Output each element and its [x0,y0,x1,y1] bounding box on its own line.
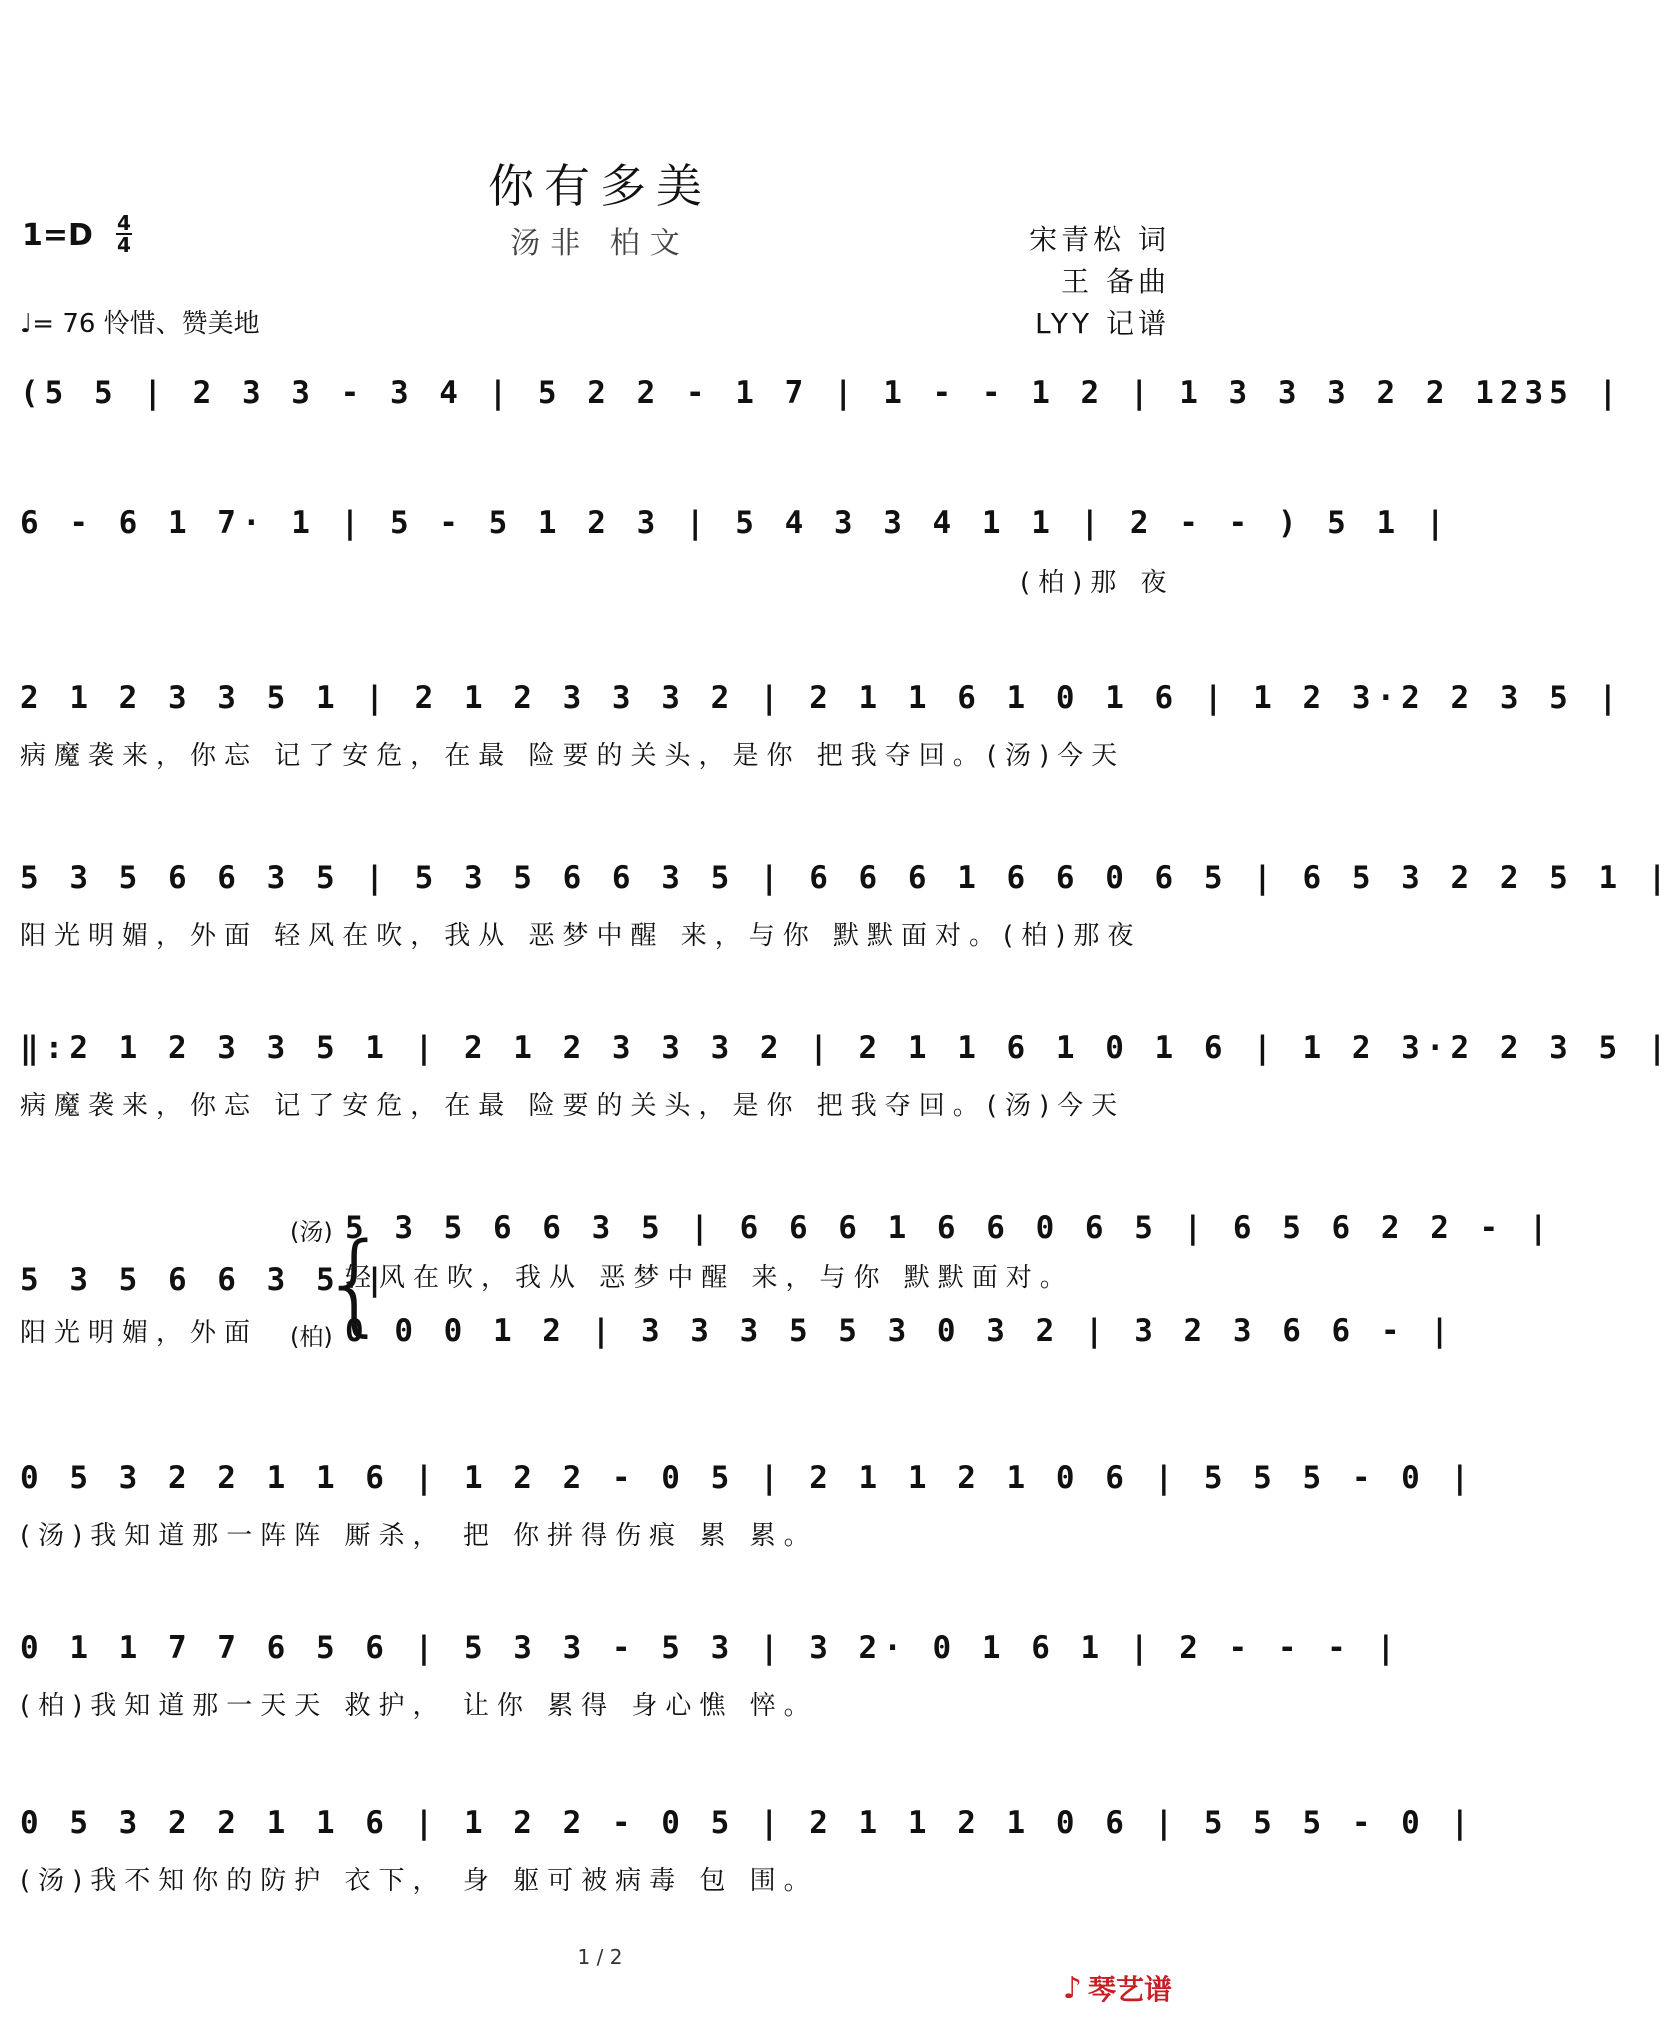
notes-line: ‖:2 1 2 3 3 5 1 | 2 1 2 3 3 3 2 | 2 1 1 6 1 0 1 6 | 1 2 3·2 2 3 5 | [20,1030,1672,1066]
time-sig-bottom: 4 [117,233,131,257]
notes-line-tang: 5 3 5 6 6 3 5 | 6 6 6 1 6 6 0 6 5 | 6 5 6 2 2 - | [345,1210,1554,1246]
site-logo [1063,1968,1172,2008]
lyric-line: 病魔袭来，你忘 记了安危，在最 险要的关头，是你 把我夺回。(汤)今天 [20,741,1126,771]
notes-line-left: 5 3 5 6 6 3 5 | [20,1262,390,1298]
notes-line: 2 1 2 3 3 5 1 | 2 1 2 3 3 3 2 | 2 1 1 6 1 0 1 6 | 1 2 3·2 2 3 5 | [20,680,1624,716]
lyric-line-left: 阳光明媚，外面 [20,1318,259,1348]
voice-label-bai: (柏) [290,1323,333,1351]
lyric-line: 阳光明媚，外面 轻风在吹，我从 恶梦中醒 来，与你 默默面对。(柏)那夜 [20,921,1142,951]
tempo-marking: ♩= 76 怜惜、赞美地 [20,309,260,339]
notes-line: 5 3 5 6 6 3 5 | 5 3 5 6 6 3 5 | 6 6 6 1 6 6 0 6 5 | 6 5 3 2 2 5 1 | [20,860,1672,896]
logo-mark-icon: ♪ [1062,1970,1082,2006]
notes-line: 6 - 6 1 7· 1 | 5 - 5 1 2 3 | 5 4 3 3 4 1 1 | 2 - - ) 5 1 | [20,505,1451,541]
lyric-line: (汤)我知道那一阵阵 厮杀， 把 你拼得伤痕 累 累。 [20,1521,818,1551]
score-title: 你有多美 [488,159,712,213]
page-number: 1 / 2 [577,1945,623,1969]
time-sig-top: 4 [117,211,131,235]
notes-line: (5 5 | 2 3 3 - 3 4 | 5 2 2 - 1 7 | 1 - - 1 2 | 1 3 3 3 2 2 1235 | [20,375,1624,411]
notes-line: 0 1 1 7 7 6 5 6 | 5 3 3 - 5 3 | 3 2· 0 1 6 1 | 2 - - - | [20,1630,1402,1666]
composer-credit: 王 备曲 [1061,265,1170,298]
singers: 汤非 柏文 [510,226,690,261]
voice-label-tang: (汤) [290,1218,333,1246]
score-system-duet [0,1210,1554,1390]
lyric-line: (柏)那 夜 [1020,568,1175,598]
notes-line-bai: 0 0 0 1 2 | 3 3 3 5 5 3 0 3 2 | 3 2 3 6 6 - | [345,1313,1455,1349]
system-brace: { [320,1219,390,1347]
lyric-line: (汤)我不知你的防护 衣下， 身 躯可被病毒 包 围。 [20,1866,818,1896]
lyric-line-tang: 轻风在吹，我从 恶梦中醒 来，与你 默默面对。 [345,1263,1074,1293]
lyricist-credit: 宋青松 词 [1029,223,1170,256]
logo-text: 琴艺谱 [1087,1973,1172,2006]
notes-line: 0 5 3 2 2 1 1 6 | 1 2 2 - 0 5 | 2 1 1 2 1 0 6 | 5 5 5 - 0 | [20,1805,1476,1841]
time-signature [116,213,132,255]
notes-line: 0 5 3 2 2 1 1 6 | 1 2 2 - 0 5 | 2 1 1 2 1 0 6 | 5 5 5 - 0 | [20,1460,1476,1496]
transcriber-credit: LYY 记谱 [1035,307,1170,340]
key-signature: 1=D [22,218,93,253]
lyric-line: (柏)我知道那一天天 救护， 让你 累得 身心憔 悴。 [20,1691,818,1721]
lyric-line: 病魔袭来，你忘 记了安危，在最 险要的关头，是你 把我夺回。(汤)今天 [20,1091,1126,1121]
